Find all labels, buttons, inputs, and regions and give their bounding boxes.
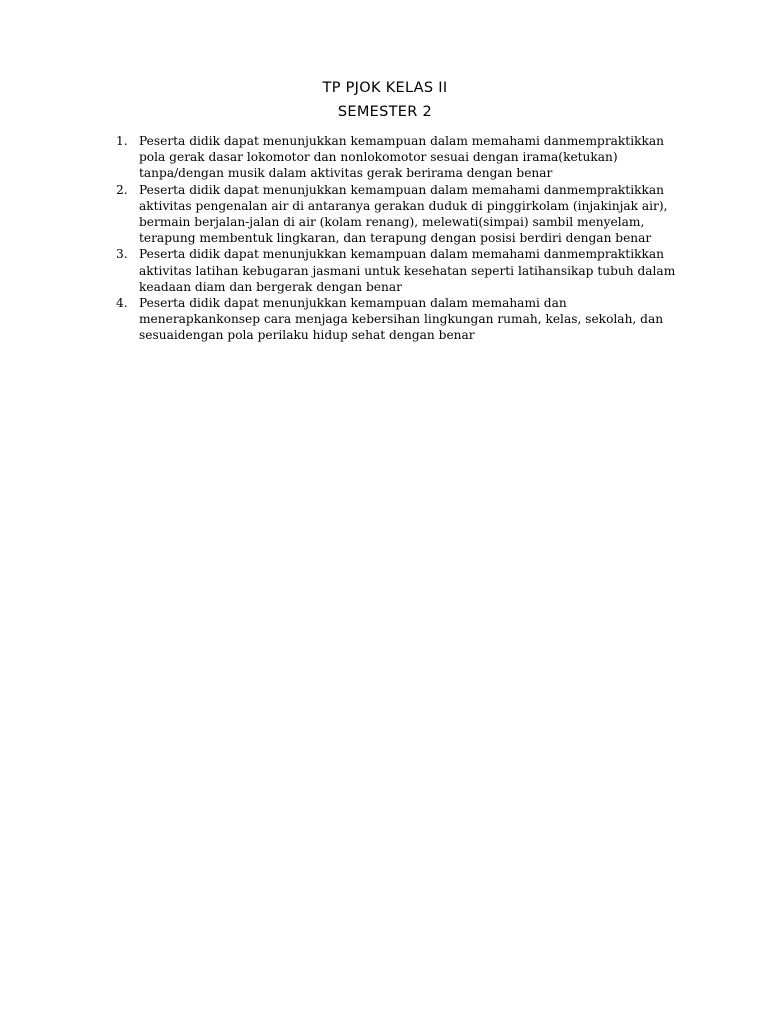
list-item	[112, 133, 682, 182]
list-item-text: Peserta didik dapat menunjukkan kemampuan dalam memahami danmempraktikkan aktivitas latihan kebugaran jasmani untuk kesehatan seperti latihansikap tubuh dalam keadaan diam dan bergerak dengan benar	[139, 247, 676, 294]
list-item-number: 4.	[116, 296, 128, 311]
document-title: TP PJOK KELAS II	[322, 80, 448, 96]
list-item	[112, 182, 682, 247]
list-item	[112, 246, 682, 295]
list-item	[112, 295, 682, 344]
list-item-number: 1.	[116, 134, 128, 148]
list-item-number: 2.	[116, 182, 128, 197]
title-block	[0, 76, 768, 124]
list-item-text: Peserta didik dapat menunjukkan kemampuan dalam memahami dan menerapkankonsep cara menjaga kebersihan lingkungan rumah, kelas, sekolah, dan sesuaidengan pola perilaku hidup sehat dengan benar	[139, 296, 664, 343]
list-item-number: 3.	[116, 247, 128, 262]
document-subtitle: SEMESTER 2	[337, 104, 433, 120]
list-item-text: Peserta didik dapat menunjukkan kemampuan dalam memahami danmempraktikkan pola gerak dasar lokomotor dan nonlokomotor sesuai dengan irama(ketukan) tanpa/dengan musik dalam aktivitas gerak berirama dengan benar	[139, 134, 664, 181]
objectives-list	[112, 133, 682, 344]
list-item-text: Peserta didik dapat menunjukkan kemampuan dalam memahami danmempraktikkan aktivitas pengenalan air di antaranya gerakan duduk di pinggirkolam (injakinjak air), bermain berjalan-jalan di air (kolam renang), melewati(simpai) sambil menyelam, terapung membentuk lingkaran, dan terapung dengan posisi berdiri dengan benar	[139, 182, 668, 246]
